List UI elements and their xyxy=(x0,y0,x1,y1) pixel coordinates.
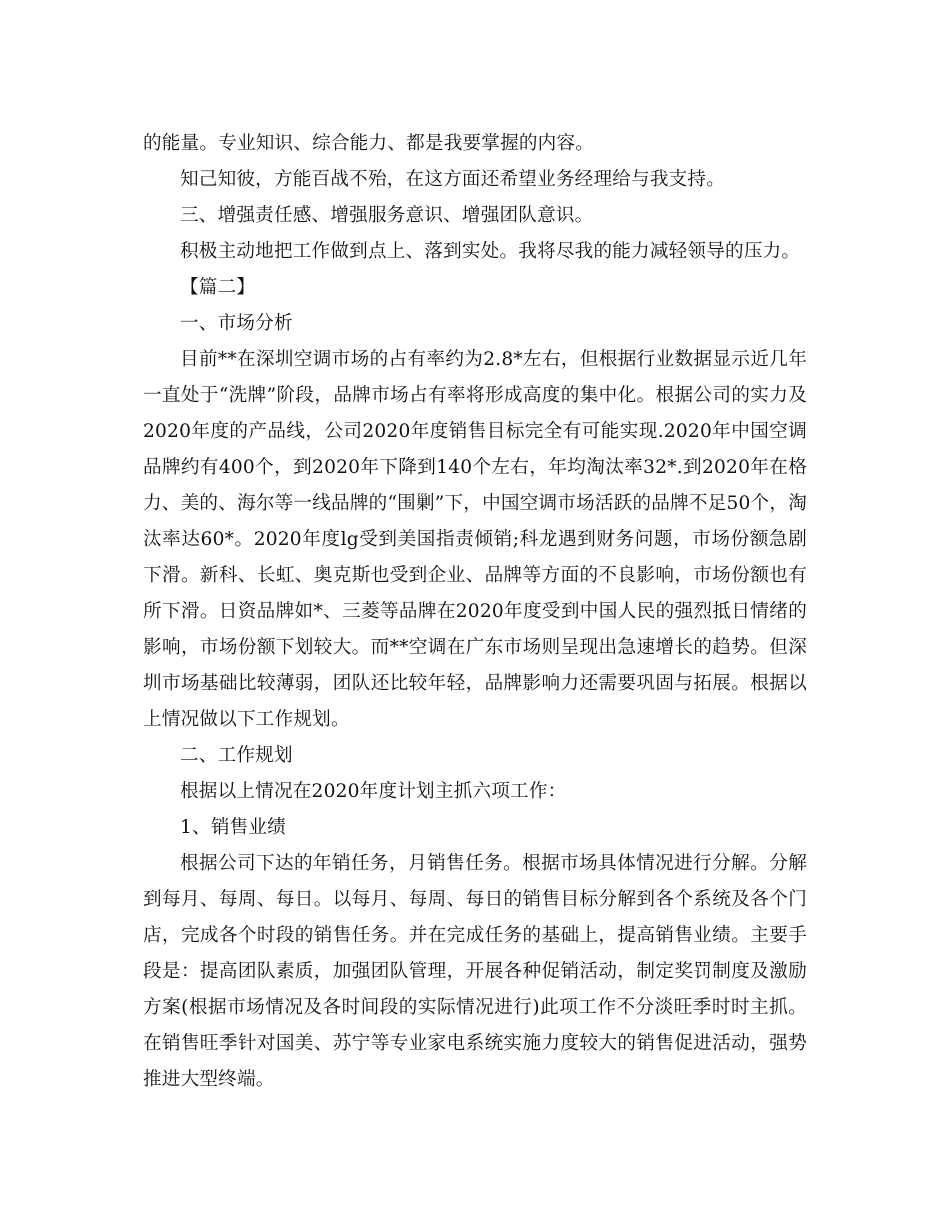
paragraph-intro-continuation: 的能量。专业知识、综合能力、都是我要掌握的内容。 xyxy=(143,133,595,154)
paragraph-know-yourself: 知己知彼，方能百战不殆，在这方面还希望业务经理给与我支持。 xyxy=(180,169,726,190)
document-body xyxy=(143,126,807,1098)
heading-market-analysis: 一、市场分析 xyxy=(180,313,293,334)
heading-work-plan: 二、工作规划 xyxy=(180,745,293,766)
paragraph-responsibility-heading: 三、增强责任感、增强服务意识、增强团队意识。 xyxy=(180,205,594,226)
section-tag-part-two: 【篇二】 xyxy=(180,277,256,298)
paragraph-market-analysis: 目前**在深圳空调市场的占有率约为2.8*左右，但根据行业数据显示近几年一直处于“洗牌”阶段，品牌市场占有率将形成高度的集中化。根据公司的实力及2020年度的产品线，公司2020年度销售目标完全有可能实现.2020年中国空调品牌约有400个，到2020年下降到140个左右，年均淘汰率32*.到2020年在格力、美的、海尔等一线品牌的“围剿”下，中国空调市场活跃的品牌不足50个，淘汰率达60*。2020年度lg受到美国指责倾销;科龙遇到财务问题，市场份额急剧下滑。新科、长虹、奥克斯也受到企业、品牌等方面的不良影响，市场份额也有所下滑。日资品牌如*、三菱等品牌在2020年度受到中国人民的强烈抵日情绪的影响，市场份额下划较大。而**空调在广东市场则呈现出急速增长的趋势。但深圳市场基础比较薄弱，团队还比较年轻，品牌影响力还需要巩固与拓展。根据以上情况做以下工作规划。 xyxy=(143,349,807,730)
paragraph-six-tasks: 根据以上情况在2020年度计划主抓六项工作： xyxy=(180,781,567,802)
heading-sales-performance: 1、销售业绩 xyxy=(180,817,286,838)
paragraph-sales-performance: 根据公司下达的年销任务，月销售任务。根据市场具体情况进行分解。分解到每月、每周、每日。以每月、每周、每日的销售目标分解到各个系统及各个门店，完成各个时段的销售任务。并在完成任务的基础上，提高销售业绩。主要手段是：提高团队素质，加强团队管理，开展各种促销活动，制定奖罚制度及激励方案(根据市场情况及各时间段的实际情况进行)此项工作不分淡旺季时时主抓。在销售旺季针对国美、苏宁等专业家电系统实施力度较大的销售促进活动，强势推进大型终端。 xyxy=(143,853,807,1090)
paragraph-proactive: 积极主动地把工作做到点上、落到实处。我将尽我的能力减轻领导的压力。 xyxy=(180,241,801,262)
